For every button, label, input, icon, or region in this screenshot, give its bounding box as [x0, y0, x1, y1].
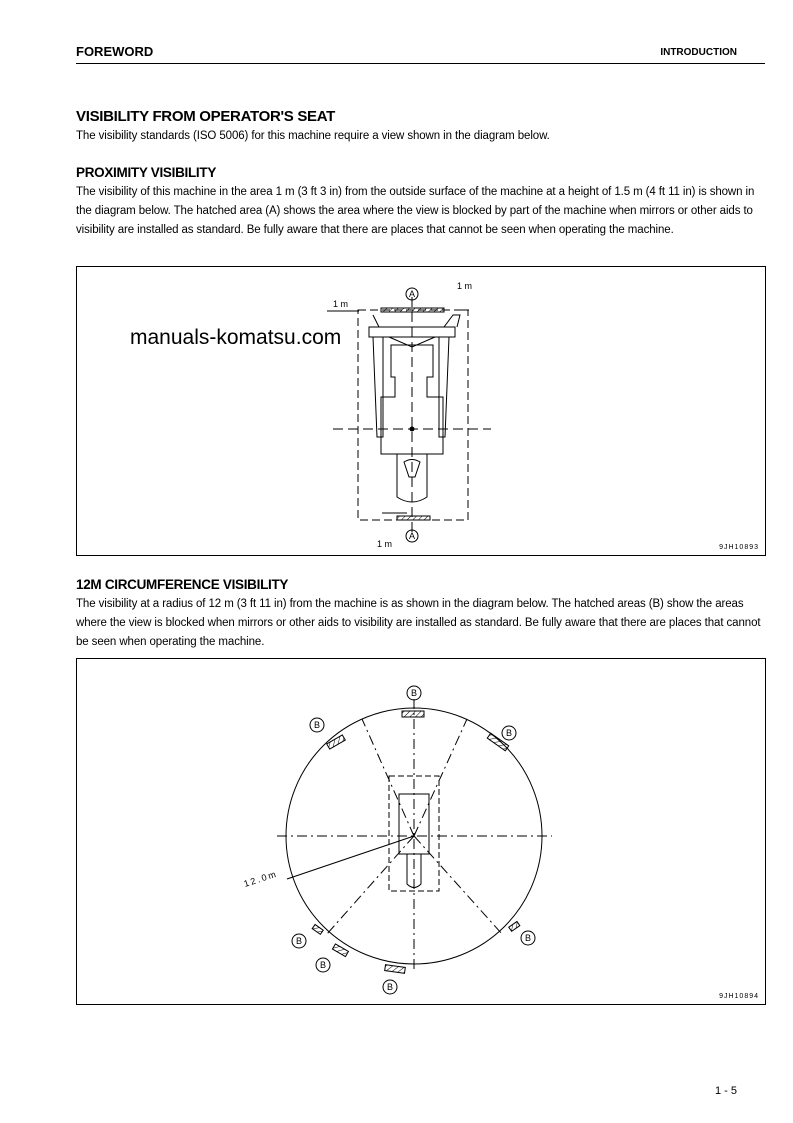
dim-left: 1 m: [333, 299, 349, 309]
section-title: VISIBILITY FROM OPERATOR'S SEAT: [76, 108, 336, 125]
label-a-top: A: [408, 289, 416, 299]
radius-label: 12.0m: [242, 868, 279, 889]
page-number: 1 - 5: [714, 1085, 737, 1097]
watermark: manuals-komatsu.com: [130, 326, 342, 349]
label-b: B: [505, 728, 513, 738]
label-b: B: [319, 960, 327, 970]
label-b: B: [386, 982, 394, 992]
label-b: B: [295, 936, 303, 946]
proximity-title: PROXIMITY VISIBILITY: [76, 165, 217, 180]
header-chapter: INTRODUCTION: [660, 47, 737, 58]
proximity-text: The visibility of this machine in the area 1 m (3 ft 3 in) from the outside surface of the machine at a height of 1.5 m (4 ft 11 in) is shown in the diagram below. The hatched area (A) shows the area where the view is blocked by part of the machine when mirrors or other aids to visibility are installed as standard. Be fully aware that there are places that cannot be seen when operating the machine.: [76, 186, 755, 236]
proximity-diagram: [76, 266, 766, 556]
circumference-title: 12M CIRCUMFERENCE VISIBILITY: [76, 577, 289, 592]
label-b: B: [410, 688, 418, 698]
label-b: B: [524, 933, 532, 943]
dim-bottom: 1 m: [377, 539, 393, 549]
label-b: B: [313, 720, 321, 730]
header-rule: [76, 63, 765, 64]
label-a-bottom: A: [408, 531, 416, 541]
section-intro: The visibility standards (ISO 5006) for this machine require a view shown in the diagram below.: [76, 130, 550, 142]
circumference-diagram: [76, 658, 766, 1005]
figure-code: 9JH10894: [719, 993, 759, 1000]
dim-right: 1 m: [457, 281, 473, 291]
header-section: FOREWORD: [76, 44, 154, 59]
figure-code: 9JH10893: [719, 544, 759, 551]
circumference-text: The visibility at a radius of 12 m (3 ft 11 in) from the machine is as shown in the diagram below. The hatched areas (B) show the areas where the view is blocked when mirrors or other aids to visibility are installed as standard. Be fully aware that there are places that cannot be seen when operating the machine.: [76, 598, 761, 648]
